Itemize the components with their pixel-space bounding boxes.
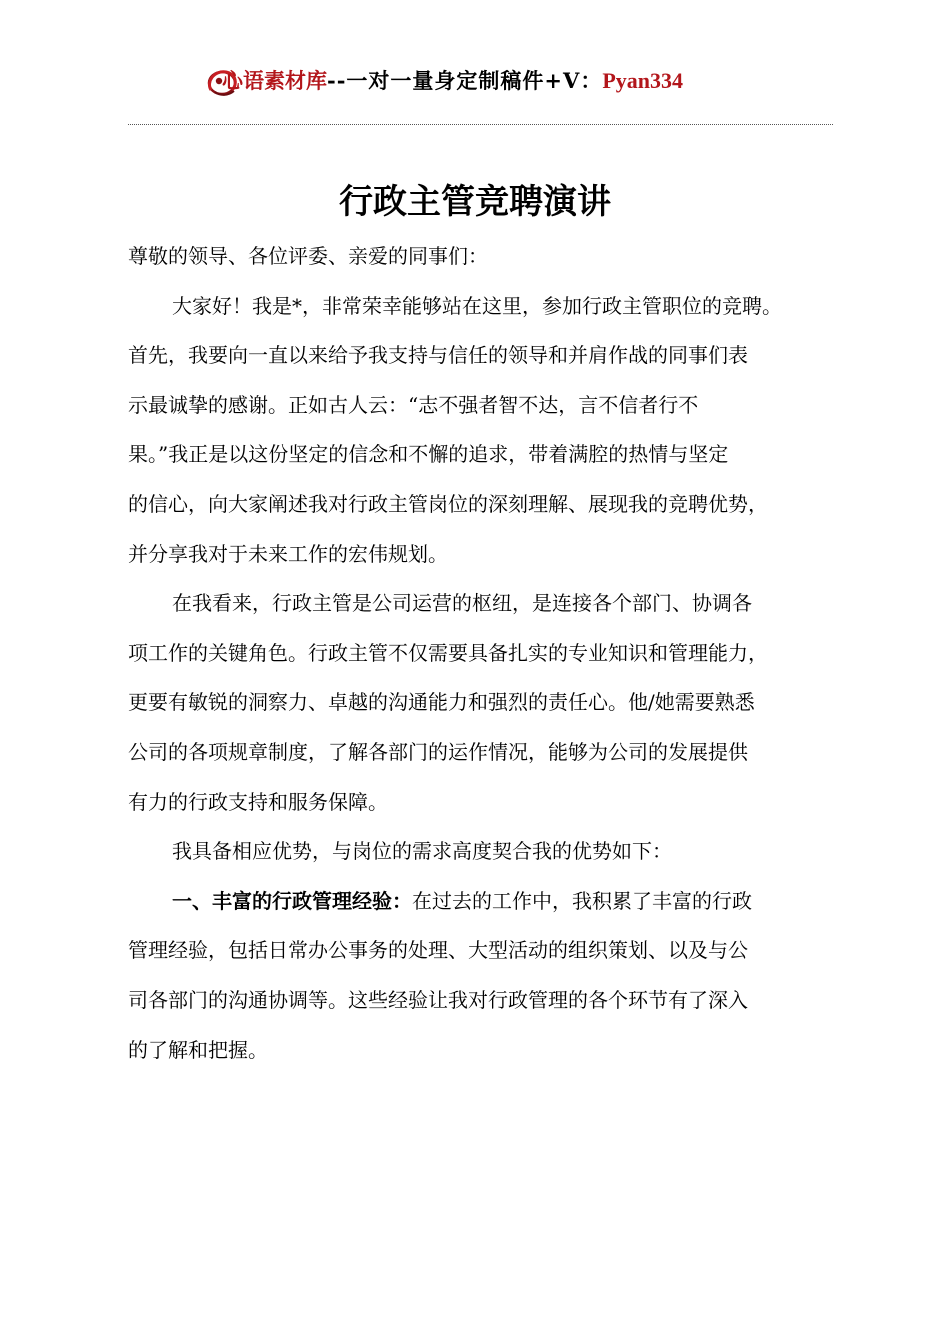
paragraph-2 [128, 579, 848, 827]
paragraph-line: 项工作的关键角色。行政主管不仅需要具备扎实的专业知识和管理能力， [128, 640, 768, 665]
paragraph-line [128, 877, 848, 927]
paragraph-line: 更要有敏锐的洞察力、卓越的沟通能力和强烈的责任心。他/她需要熟悉 [128, 690, 755, 715]
paragraph-line: 我具备相应优势，与岗位的需求高度契合我的优势如下： [172, 839, 672, 864]
header-divider [128, 124, 833, 125]
paragraph-line: 果。”我正是以这份坚定的信念和不懈的追求，带着满腔的热情与坚定 [128, 442, 729, 467]
paragraph-line: 管理经验，包括日常办公事务的处理、大型活动的组织策划、以及与公 [128, 938, 748, 963]
paragraph-line: 公司的各项规章制度，了解各部门的运作情况，能够为公司的发展提供 [128, 739, 748, 764]
header-text [222, 68, 683, 94]
wechat-id: Pyan334 [602, 68, 684, 93]
brand-name: 心语素材库 [222, 68, 327, 93]
paragraph-1 [128, 282, 848, 580]
page-title: 行政主管竞聘演讲 [339, 182, 611, 222]
paragraph-line: 并分享我对于未来工作的宏伟规划。 [128, 541, 448, 566]
section-heading: 一、丰富的行政管理经验： [172, 888, 412, 913]
paragraph-4 [128, 877, 848, 1075]
greeting: 尊敬的领导、各位评委、亲爱的同事们： [128, 244, 488, 268]
paragraph-line: 大家好！我是*，非常荣幸能够站在这里，参加行政主管职位的竞聘。 [172, 293, 782, 318]
paragraph-3 [128, 827, 848, 877]
paragraph-line: 在我看来，行政主管是公司运营的枢纽，是连接各个部门、协调各 [172, 591, 752, 616]
header-slogan: --一对一量身定制稿件+V： [327, 68, 603, 93]
paragraph-line: 有力的行政支持和服务保障。 [128, 789, 388, 814]
paragraph-line: 的了解和把握。 [128, 1037, 268, 1062]
paragraph-line: 首先，我要向一直以来给予我支持与信任的领导和并肩作战的同事们表 [128, 343, 748, 368]
paragraph-line: 示最诚挚的感谢。正如古人云：“志不强者智不达，言不信者行不 [128, 392, 699, 417]
paragraph-line: 的信心，向大家阐述我对行政主管岗位的深刻理解、展现我的竞聘优势， [128, 491, 768, 516]
paragraph-line: 司各部门的沟通协调等。这些经验让我对行政管理的各个环节有了深入 [128, 987, 748, 1012]
paragraph-text: 在过去的工作中，我积累了丰富的行政 [412, 888, 752, 913]
document-body [128, 232, 848, 1075]
page-header [0, 62, 950, 102]
